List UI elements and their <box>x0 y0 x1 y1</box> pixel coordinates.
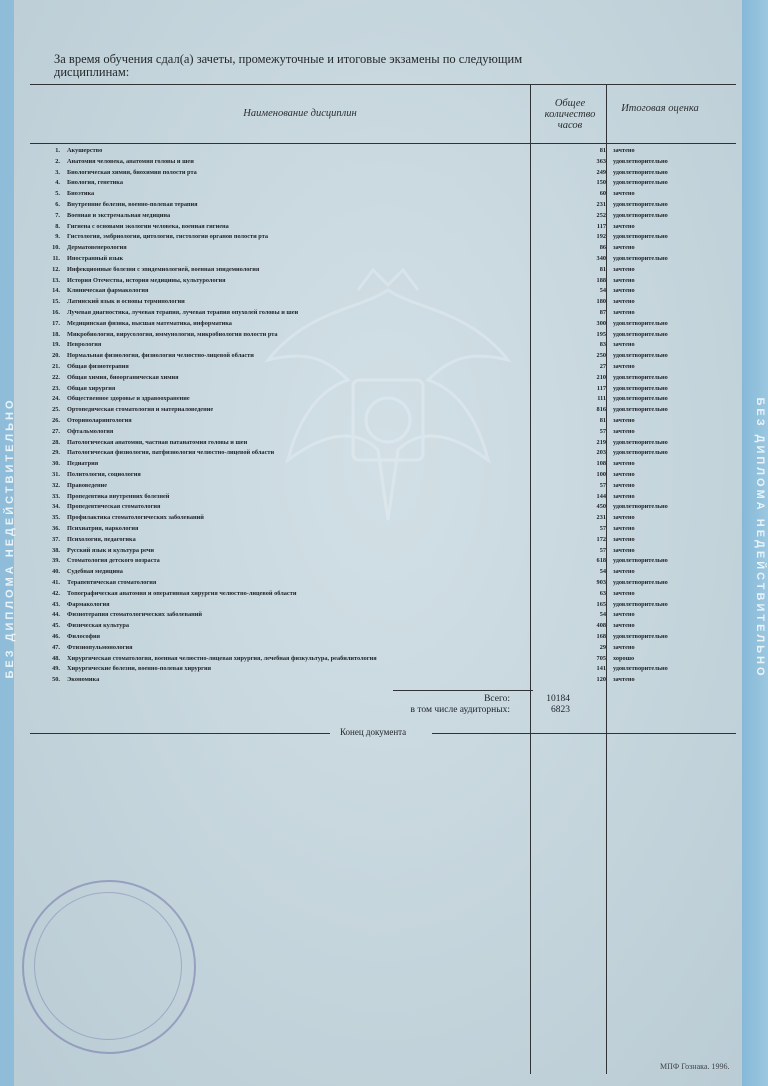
row-number: 11. <box>52 255 60 262</box>
discipline-name: Нормальная физиология, физиология челюстно-лицевой области <box>67 352 254 360</box>
row-number: 44. <box>52 611 60 619</box>
grade-value: удовлетворительно <box>613 395 668 403</box>
discipline-name: Гигиена с основами экологии человека, военная гигиена <box>67 222 229 230</box>
grade-value: зачтено <box>613 276 635 284</box>
discipline-name: Пропедевтика внутренних болезней <box>67 492 170 500</box>
grade-value: удовлетворительно <box>613 579 668 586</box>
discipline-name: Акушерство <box>67 147 103 154</box>
grade-value: удовлетворительно <box>613 384 668 392</box>
discipline-name: Судебная медицина <box>67 568 123 576</box>
table-row <box>38 308 738 319</box>
row-number: 24. <box>52 395 60 403</box>
hours-value: 57 <box>599 481 606 489</box>
hours-value: 903 <box>596 579 606 586</box>
table-row <box>38 589 738 600</box>
hours-value: 165 <box>596 600 606 608</box>
hours-value: 363 <box>596 157 606 165</box>
discipline-name: Экономика <box>67 676 100 684</box>
row-number: 20. <box>52 352 60 360</box>
hours-value: 705 <box>596 654 606 662</box>
hours-value: 816 <box>596 406 606 414</box>
table-header-border <box>30 143 736 144</box>
row-number: 32. <box>52 481 60 489</box>
table-row <box>38 200 738 211</box>
table-row <box>38 600 738 611</box>
table-row <box>38 546 738 557</box>
table-row <box>38 567 738 578</box>
header-name: Наименование дисциплин <box>243 108 357 119</box>
hours-value: 81 <box>599 265 606 273</box>
discipline-name: Физиотерапия стоматологических заболеваний <box>67 611 203 619</box>
row-number: 2. <box>55 157 60 165</box>
table-row <box>38 351 738 362</box>
row-number: 14. <box>52 287 60 295</box>
grade-value: зачтено <box>613 471 635 478</box>
hours-value: 54 <box>599 611 606 619</box>
row-number: 10. <box>52 244 60 252</box>
discipline-name: История Отечества, история медицины, культурология <box>67 276 226 284</box>
end-line-left <box>30 733 330 734</box>
grade-value: удовлетворительно <box>613 438 668 446</box>
row-number: 18. <box>52 330 60 338</box>
table-row <box>38 340 738 351</box>
hours-value: 141 <box>596 665 606 673</box>
row-number: 27. <box>52 427 60 435</box>
discipline-name: Офтальмология <box>67 427 114 435</box>
grade-value: зачтено <box>613 417 635 424</box>
row-number: 50. <box>52 676 60 684</box>
table-row <box>38 502 738 513</box>
grade-value: зачтено <box>613 222 635 230</box>
row-number: 22. <box>52 373 60 381</box>
grade-value: удовлетворительно <box>613 330 668 338</box>
discipline-name: Биология, генетика <box>67 179 123 187</box>
grade-value: хорошо <box>613 654 635 662</box>
hours-value: 54 <box>599 568 606 576</box>
printer-footer: МПФ Гознака. 1996. <box>660 1062 730 1071</box>
row-number: 3. <box>55 168 60 176</box>
row-number: 25. <box>52 406 60 414</box>
discipline-name: Дерматовенерология <box>67 244 127 252</box>
round-stamp-inner <box>34 892 182 1040</box>
table-row <box>38 232 738 243</box>
row-number: 21. <box>52 363 60 370</box>
header-grade: Итоговая оценка <box>621 103 699 114</box>
grade-value: зачтено <box>613 589 635 597</box>
table-row <box>38 643 738 654</box>
row-number: 48. <box>52 654 60 662</box>
row-number: 47. <box>52 643 60 651</box>
grade-value: удовлетворительно <box>613 449 668 457</box>
grade-value: удовлетворительно <box>613 633 668 640</box>
discipline-name: Биологическая химия, биохимия полости рта <box>67 168 197 176</box>
grade-value: зачтено <box>613 190 635 198</box>
row-number: 7. <box>55 211 60 219</box>
hours-value: 340 <box>596 255 606 262</box>
discipline-name: Педиатрия <box>67 460 99 468</box>
row-number: 42. <box>52 589 60 597</box>
row-number: 35. <box>52 514 60 522</box>
row-number: 23. <box>52 384 60 392</box>
grade-value: зачтено <box>613 287 635 295</box>
table-row <box>38 146 738 157</box>
hours-value: 168 <box>596 633 606 640</box>
hours-value: 210 <box>596 373 606 381</box>
grade-value: зачтено <box>613 481 635 489</box>
discipline-name: Фтизиопульмонология <box>67 643 133 651</box>
discipline-name: Правоведение <box>67 481 108 489</box>
discipline-name: Неврология <box>67 341 102 349</box>
row-number: 38. <box>52 546 60 554</box>
hours-value: 54 <box>599 287 606 295</box>
hours-value: 618 <box>596 557 606 565</box>
grade-value: зачтено <box>613 535 635 543</box>
table-row <box>38 535 738 546</box>
discipline-name: Терапевтическая стоматология <box>67 579 157 586</box>
discipline-name: Микробиология, вирусология, иммунология, микробиология полости рта <box>67 330 278 338</box>
grade-value: зачтено <box>613 363 635 370</box>
hours-value: 81 <box>599 417 606 424</box>
row-number: 34. <box>52 503 60 511</box>
grade-value: зачтено <box>613 546 635 554</box>
end-of-document-label: Конец документа <box>340 727 407 737</box>
row-number: 17. <box>52 319 60 327</box>
table-row <box>38 330 738 341</box>
grade-value: удовлетворительно <box>613 406 668 414</box>
hours-value: 150 <box>596 179 606 187</box>
discipline-name: Профилактика стоматологических заболеваний <box>67 514 204 522</box>
table-row <box>38 416 738 427</box>
table-row <box>38 394 738 405</box>
discipline-name: Клиническая фармакология <box>67 287 149 295</box>
grade-value: зачтено <box>613 492 635 500</box>
hours-value: 219 <box>596 438 606 446</box>
grade-value: удовлетворительно <box>613 557 668 565</box>
row-number: 36. <box>52 525 60 532</box>
hours-value: 87 <box>599 309 606 316</box>
discipline-name: Внутренние болезни, военно-полевая терапия <box>67 201 198 208</box>
discipline-name: Пропедевтическая стоматология <box>67 503 161 511</box>
grade-value: удовлетворительно <box>613 168 668 176</box>
discipline-name: Топографическая анатомия и оперативная хирургия челюстно-лицевой области <box>67 589 297 597</box>
table-row <box>38 243 738 254</box>
hours-value: 60 <box>599 190 606 198</box>
hours-value: 83 <box>599 341 606 349</box>
discipline-name: Военная и экстремальная медицина <box>67 211 171 219</box>
grade-value: удовлетворительно <box>613 157 668 165</box>
table-row <box>38 254 738 265</box>
table-row <box>38 276 738 287</box>
discipline-name: Медицинская физика, высшая математика, информатика <box>67 319 232 327</box>
row-number: 40. <box>52 568 60 576</box>
auditory-label: в том числе аудиторных: <box>410 705 510 715</box>
header-hours: Общее количество часов <box>544 98 596 131</box>
table-top-border <box>30 84 736 85</box>
table-row <box>38 189 738 200</box>
table-row <box>38 632 738 643</box>
grade-value: зачтено <box>613 622 635 630</box>
discipline-name: Анатомия человека, анатомия головы и шеи <box>67 157 194 165</box>
discipline-name: Лучевая диагностика, лучевая терапия, лучевая терапия опухолей головы и шеи <box>67 309 299 316</box>
row-number: 28. <box>52 438 60 446</box>
table-row <box>38 492 738 503</box>
hours-value: 111 <box>597 395 606 403</box>
row-number: 15. <box>52 298 60 306</box>
table-row <box>38 470 738 481</box>
hours-value: 86 <box>599 244 606 252</box>
discipline-name: Политология, социология <box>67 471 141 478</box>
hours-value: 117 <box>596 384 606 392</box>
hours-value: 300 <box>596 319 606 327</box>
grade-value: зачтено <box>613 611 635 619</box>
discipline-name: Стоматология детского возраста <box>67 557 160 565</box>
table-row <box>38 178 738 189</box>
discipline-name: Психология, педагогика <box>67 535 136 543</box>
table-row <box>38 556 738 567</box>
hours-value: 195 <box>596 330 606 338</box>
hours-value: 203 <box>596 449 606 457</box>
discipline-name: Гистология, эмбриология, цитология, гистология органов полости рта <box>67 233 269 241</box>
table-row <box>38 459 738 470</box>
grade-value: удовлетворительно <box>613 201 668 208</box>
table-row <box>38 222 738 233</box>
table-row <box>38 610 738 621</box>
row-number: 6. <box>55 201 60 208</box>
row-number: 26. <box>52 417 60 424</box>
grade-value: удовлетворительно <box>613 233 668 241</box>
table-row <box>38 427 738 438</box>
row-number: 46. <box>52 633 60 640</box>
row-number: 45. <box>52 622 60 630</box>
table-row <box>38 362 738 373</box>
hours-value: 250 <box>596 352 606 360</box>
hours-value: 100 <box>596 471 606 478</box>
table-row <box>38 286 738 297</box>
row-number: 9. <box>55 233 60 241</box>
hours-value: 249 <box>596 168 606 176</box>
hours-value: 188 <box>596 276 606 284</box>
grade-value: зачтено <box>613 244 635 252</box>
hours-value: 27 <box>599 363 606 370</box>
auditory-value: 6823 <box>551 705 570 715</box>
discipline-name: Биоэтика <box>67 190 95 198</box>
row-number: 1. <box>55 147 60 154</box>
table-row <box>38 448 738 459</box>
hours-value: 192 <box>596 233 606 241</box>
table-row <box>38 513 738 524</box>
hours-value: 180 <box>596 298 606 306</box>
table-row <box>38 664 738 675</box>
table-row <box>38 654 738 665</box>
discipline-name: Психиатрия, наркология <box>67 525 139 532</box>
discipline-name: Русский язык и культура речи <box>67 546 154 554</box>
total-label: Всего: <box>484 694 510 704</box>
table-row <box>38 675 738 686</box>
row-number: 41. <box>52 579 60 586</box>
hours-value: 450 <box>596 503 606 511</box>
grade-value: зачтено <box>613 568 635 576</box>
grade-value: зачтено <box>613 525 635 532</box>
grade-value: удовлетворительно <box>613 373 668 381</box>
discipline-name: Общественное здоровье и здравоохранение <box>67 395 190 403</box>
hours-value: 231 <box>596 514 606 522</box>
grade-value: удовлетворительно <box>613 255 668 262</box>
table-row <box>38 481 738 492</box>
discipline-name: Иностранный язык <box>67 255 124 262</box>
discipline-name: Фармакология <box>67 600 110 608</box>
discipline-name: Латинский язык и основы терминологии <box>67 298 185 306</box>
discipline-name: Патологическая анатомия, частная патанатомия головы и шеи <box>67 438 248 446</box>
total-value: 10184 <box>546 694 570 704</box>
grade-value: зачтено <box>613 427 635 435</box>
grade-value: зачтено <box>613 341 635 349</box>
hours-value: 57 <box>599 525 606 532</box>
row-number: 37. <box>52 535 60 543</box>
row-number: 43. <box>52 600 60 608</box>
row-number: 31. <box>52 471 60 478</box>
hours-value: 252 <box>596 211 606 219</box>
discipline-name: Общая химия, биоорганическая химия <box>67 373 179 381</box>
hours-value: 108 <box>596 460 606 468</box>
grade-value: удовлетворительно <box>613 503 668 511</box>
row-number: 29. <box>52 449 60 457</box>
row-number: 49. <box>52 665 60 673</box>
hours-value: 231 <box>596 201 606 208</box>
grade-value: зачтено <box>613 147 635 154</box>
grade-value: зачтено <box>613 643 635 651</box>
grade-value: зачтено <box>613 676 635 684</box>
hours-value: 117 <box>596 222 606 230</box>
table-row <box>38 405 738 416</box>
grade-value: удовлетворительно <box>613 600 668 608</box>
table-row <box>38 373 738 384</box>
hours-value: 81 <box>599 147 606 154</box>
hours-value: 29 <box>599 643 606 651</box>
discipline-name: Хирургическая стоматология, военная челюстно-лицевая хирургия, лечебная физкультура, реабилитология <box>67 654 377 662</box>
discipline-name: Хирургические болезни, военно-полевая хирургия <box>67 665 212 673</box>
discipline-name: Патологическая физиология, патфизиология челюстно-лицевой области <box>67 449 275 457</box>
row-number: 5. <box>55 190 60 198</box>
row-number: 12. <box>52 265 60 273</box>
discipline-name: Ортопедическая стоматология и материаловедение <box>67 406 214 414</box>
row-number: 8. <box>55 222 60 230</box>
row-number: 39. <box>52 557 60 565</box>
hours-value: 63 <box>599 589 606 597</box>
discipline-name: Общая физиотерапия <box>67 363 129 370</box>
grade-value: зачтено <box>613 298 635 306</box>
grade-value: удовлетворительно <box>613 211 668 219</box>
row-number: 13. <box>52 276 60 284</box>
table-row <box>38 211 738 222</box>
table-row <box>38 168 738 179</box>
table-row <box>38 297 738 308</box>
table-row <box>38 319 738 330</box>
grade-value: зачтено <box>613 514 635 522</box>
grade-value: удовлетворительно <box>613 665 668 673</box>
hours-value: 57 <box>599 427 606 435</box>
discipline-name: Философия <box>67 633 101 640</box>
hours-value: 57 <box>599 546 606 554</box>
table-row <box>38 265 738 276</box>
table-row <box>38 524 738 535</box>
row-number: 4. <box>55 179 60 187</box>
hours-value: 408 <box>596 622 606 630</box>
discipline-name: Физическая культура <box>67 622 130 630</box>
right-side-text: БЕЗ ДИПЛОМА НЕДЕЙСТВИТЕЛЬНО <box>754 397 766 679</box>
grade-value: удовлетворительно <box>613 352 668 360</box>
row-number: 19. <box>52 341 60 349</box>
discipline-name: Оториноларингология <box>67 417 132 424</box>
hours-value: 172 <box>596 535 606 543</box>
left-side-text: БЕЗ ДИПЛОМА НЕДЕЙСТВИТЕЛЬНО <box>4 397 16 679</box>
page-title: За время обучения сдал(а) зачеты, промежуточные и итоговые экзамены по следующим дисциплинам: <box>54 52 523 79</box>
discipline-name: Инфекционные болезни с эпидемиологией, военная эпидемиология <box>67 265 260 273</box>
row-number: 16. <box>52 309 60 316</box>
hours-value: 120 <box>596 676 606 684</box>
table-row <box>38 621 738 632</box>
table-row <box>38 157 738 168</box>
totals-separator <box>393 690 533 691</box>
grade-value: зачтено <box>613 309 635 316</box>
row-number: 30. <box>52 460 60 468</box>
table-row <box>38 438 738 449</box>
grade-value: зачтено <box>613 265 635 273</box>
table-row <box>38 578 738 589</box>
grade-value: удовлетворительно <box>613 179 668 187</box>
end-line-right <box>432 733 736 734</box>
grade-value: зачтено <box>613 460 635 468</box>
grade-value: удовлетворительно <box>613 319 668 327</box>
hours-value: 144 <box>596 492 606 500</box>
discipline-name: Общая хирургия <box>67 384 116 392</box>
table-row <box>38 384 738 395</box>
row-number: 33. <box>52 492 60 500</box>
